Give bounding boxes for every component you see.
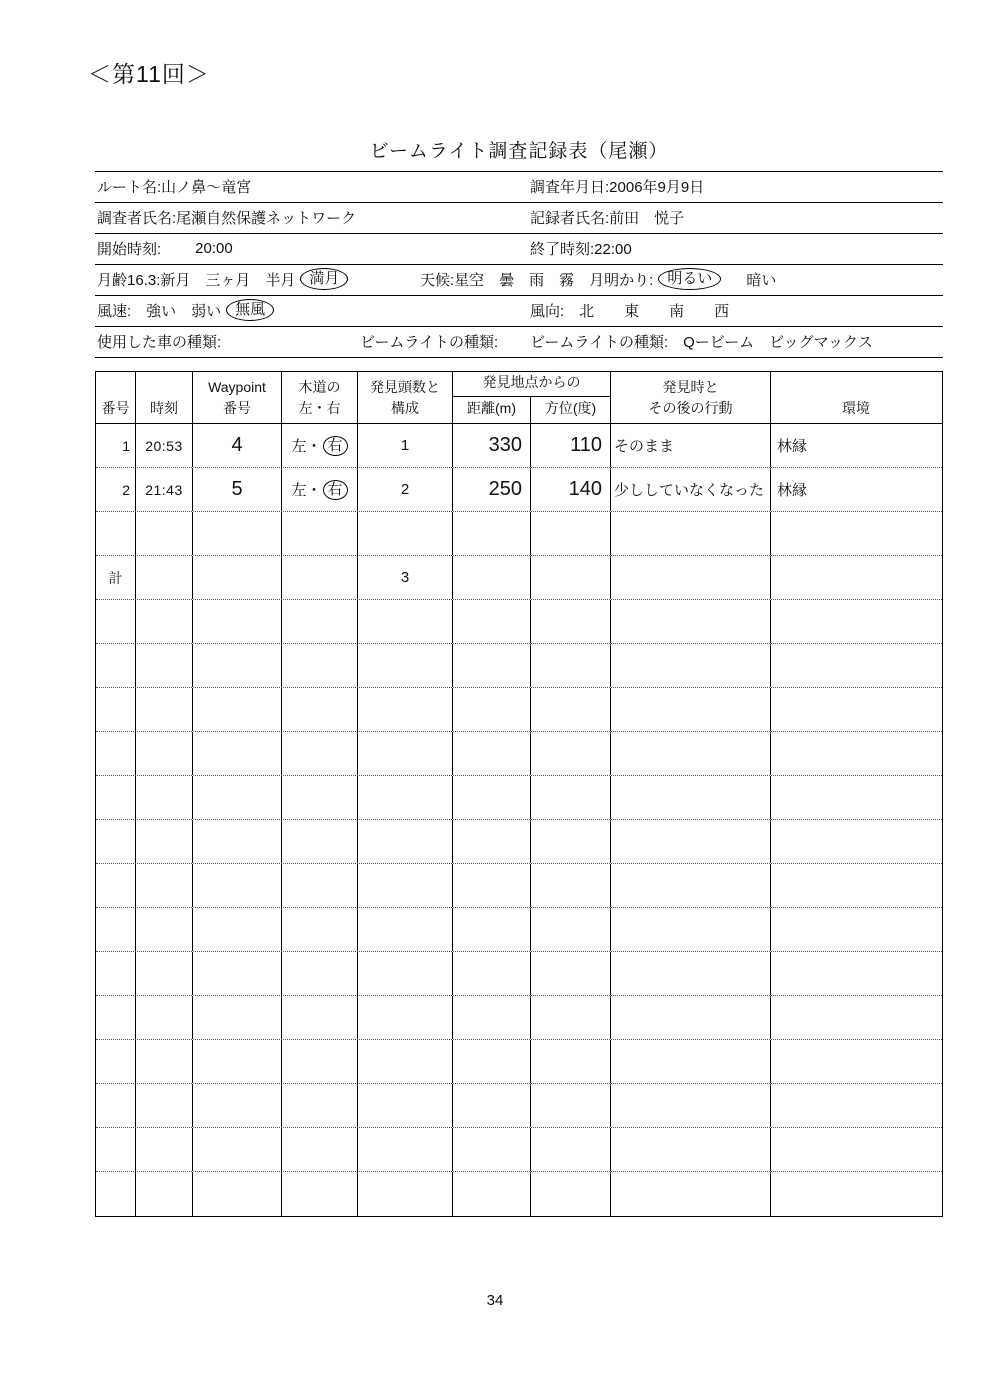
cell-time (136, 512, 193, 555)
cell-env (771, 776, 941, 819)
form-title: ビームライト調査記録表（尾瀬） (95, 136, 943, 172)
cell-behavior (611, 776, 771, 819)
table-row (96, 820, 942, 864)
circled-side-selection: 右 (323, 480, 348, 500)
cell-waypoint (193, 776, 282, 819)
cell-bearing: 140 (531, 468, 611, 511)
cell-behavior: 少ししていなくなった (611, 468, 771, 511)
cell-no (96, 820, 136, 863)
table-row (96, 732, 942, 776)
table-row (96, 864, 942, 908)
cell-distance (453, 1084, 531, 1127)
col-header-time-label: 時刻 (150, 400, 178, 416)
cell-no (96, 688, 136, 731)
cell-waypoint (193, 1040, 282, 1083)
cell-distance (453, 820, 531, 863)
cell-env: 林縁 (777, 438, 808, 455)
cell-count (358, 952, 453, 995)
cell-no: 2 (96, 468, 136, 511)
cell-waypoint (193, 1084, 282, 1127)
cell-waypoint: 4 (193, 424, 282, 467)
side-plain-text: 左・ (291, 438, 322, 455)
route-name: ルート名:山ノ鼻～竜宮 (97, 179, 252, 196)
cell-count: 2 (358, 468, 453, 511)
cell-waypoint (193, 864, 282, 907)
table-row (96, 688, 942, 732)
cell-bearing (531, 996, 611, 1039)
cell-side (282, 468, 358, 511)
col-header-from-point (453, 372, 611, 423)
col-header-waypoint (193, 372, 282, 423)
cell-count: 1 (358, 424, 453, 467)
moon-age-options (97, 268, 351, 290)
cell-time (136, 776, 193, 819)
cell-side (282, 556, 358, 599)
recorder-name: 記録者氏名:前田 悦子 (530, 210, 685, 227)
cell-distance (453, 556, 531, 599)
start-time-label: 開始時刻: (97, 241, 162, 258)
cell-env (771, 1040, 941, 1083)
cell-time (136, 1128, 193, 1171)
form-header-fields (95, 172, 943, 358)
cell-count (358, 820, 453, 863)
cell-count (358, 996, 453, 1039)
round-label: ＜第11回＞ (88, 61, 210, 87)
cell-no (96, 732, 136, 775)
table-row (96, 996, 942, 1040)
wind-speed-options (97, 299, 277, 321)
cell-time (136, 644, 193, 687)
surveyor-name: 調査者氏名:尾瀬自然保護ネットワーク (97, 210, 357, 227)
cell-bearing (531, 600, 611, 643)
cell-side (282, 512, 358, 555)
cell-time (136, 864, 193, 907)
cell-env (771, 556, 941, 599)
cell-count (358, 1128, 453, 1171)
meta-line-times (95, 234, 943, 265)
cell-no: 1 (96, 424, 136, 467)
cell-behavior (611, 996, 771, 1039)
cell-env (771, 952, 941, 995)
col-header-distance: 距離(m) (453, 397, 531, 423)
cell-count (358, 776, 453, 819)
cell-bearing (531, 776, 611, 819)
col-header-behavior-line1: 発見時と (662, 379, 719, 395)
cell-bearing (531, 952, 611, 995)
cell-distance (453, 732, 531, 775)
circled-side-selection: 右 (323, 436, 348, 456)
cell-env (771, 600, 941, 643)
page-number: 34 (486, 1292, 504, 1309)
cell-time (136, 600, 193, 643)
cell-bearing (531, 820, 611, 863)
col-header-environment-label: 環境 (842, 400, 870, 416)
cell-no (96, 1128, 136, 1171)
cell-env: 林縁 (777, 482, 808, 499)
selected-moonlight: 明るい (658, 268, 721, 290)
cell-no (96, 864, 136, 907)
cell-no (96, 776, 136, 819)
cell-bearing (531, 644, 611, 687)
cell-bearing (531, 908, 611, 951)
cell-env (771, 996, 941, 1039)
cell-distance (453, 776, 531, 819)
cell-time (136, 688, 193, 731)
cell-time (136, 820, 193, 863)
cell-distance (453, 1040, 531, 1083)
cell-behavior (611, 512, 771, 555)
moonlight-alt-option: 暗い (746, 271, 777, 289)
cell-count (358, 908, 453, 951)
cell-waypoint (193, 600, 282, 643)
cell-env (771, 1084, 941, 1127)
cell-side (282, 644, 358, 687)
cell-env (771, 820, 941, 863)
cell-waypoint (193, 644, 282, 687)
survey-date: 調査年月日:2006年9月9日 (530, 179, 705, 196)
table-row (96, 908, 942, 952)
cell-time (136, 556, 193, 599)
cell-env (771, 732, 941, 775)
cell-side (282, 1172, 358, 1216)
cell-waypoint (193, 1128, 282, 1171)
cell-bearing (531, 1128, 611, 1171)
col-header-boardwalk (282, 372, 358, 423)
cell-no (96, 512, 136, 555)
col-header-count-line2: 構成 (391, 400, 419, 416)
cell-behavior (611, 908, 771, 951)
cell-count (358, 512, 453, 555)
cell-count (358, 600, 453, 643)
cell-behavior (611, 556, 771, 599)
cell-waypoint (193, 1172, 282, 1216)
table-row (96, 1040, 942, 1084)
cell-env (771, 1172, 941, 1216)
col-header-boardwalk-line2: 左・右 (298, 400, 341, 416)
side-plain-text: 左・ (291, 482, 322, 499)
cell-env (771, 644, 941, 687)
start-time-value: 20:00 (195, 240, 233, 257)
cell-behavior (611, 600, 771, 643)
cell-count (358, 1084, 453, 1127)
meta-line-wind (95, 296, 943, 327)
cell-no (96, 1040, 136, 1083)
beamlight-type-label: ビームライトの種類: (360, 334, 499, 351)
cell-time (136, 996, 193, 1039)
beamlight-type-value: ビームライトの種類: Qービーム ビッグマックス (530, 334, 873, 351)
wind-direction-options: 風向: 北 東 南 西 (530, 303, 730, 320)
end-time: 終了時刻:22:00 (530, 241, 632, 258)
cell-no: 計 (96, 556, 136, 599)
cell-behavior (611, 1084, 771, 1127)
cell-side (282, 1084, 358, 1127)
table-row (96, 1128, 942, 1172)
cell-no (96, 908, 136, 951)
cell-side (282, 908, 358, 951)
table-row (96, 468, 942, 512)
cell-side (282, 996, 358, 1039)
col-header-bearing: 方位(度) (544, 400, 597, 416)
cell-env (771, 512, 941, 555)
cell-side (282, 776, 358, 819)
cell-side (282, 952, 358, 995)
col-header-count-line1: 発見頭数と (370, 379, 440, 395)
cell-side (282, 732, 358, 775)
cell-bearing (531, 556, 611, 599)
col-header-number-label: 番号 (101, 400, 130, 416)
cell-behavior (611, 952, 771, 995)
cell-waypoint (193, 996, 282, 1039)
cell-waypoint (193, 952, 282, 995)
meta-line-names (95, 203, 943, 234)
moon-age-label: 月齢16.3:新月 三ヶ月 半月 (97, 271, 296, 289)
cell-behavior (611, 1172, 771, 1216)
table-row (96, 776, 942, 820)
cell-env (771, 688, 941, 731)
col-header-time (136, 372, 193, 423)
cell-bearing: 110 (531, 424, 611, 467)
weather-options (420, 268, 776, 290)
cell-side (282, 688, 358, 731)
cell-time: 20:53 (136, 424, 193, 467)
cell-behavior: そのまま (611, 424, 771, 467)
cell-distance: 250 (453, 468, 531, 511)
table-row (96, 952, 942, 996)
cell-count (358, 864, 453, 907)
cell-time (136, 1084, 193, 1127)
cell-env (771, 864, 941, 907)
cell-bearing (531, 1084, 611, 1127)
cell-count (358, 1172, 453, 1216)
cell-count (358, 1040, 453, 1083)
cell-bearing (531, 1172, 611, 1216)
table-row (96, 1172, 942, 1216)
cell-no (96, 1172, 136, 1216)
table-row (96, 644, 942, 688)
cell-time: 21:43 (136, 468, 193, 511)
cell-no (96, 600, 136, 643)
cell-waypoint: 5 (193, 468, 282, 511)
cell-behavior (611, 1128, 771, 1171)
cell-behavior (611, 688, 771, 731)
start-time (97, 238, 233, 259)
cell-distance: 330 (453, 424, 531, 467)
cell-side (282, 820, 358, 863)
cell-waypoint (193, 732, 282, 775)
cell-waypoint (193, 512, 282, 555)
table-row (96, 424, 942, 468)
col-header-behavior-line2: その後の行動 (648, 400, 733, 416)
cell-distance (453, 512, 531, 555)
cell-distance (453, 600, 531, 643)
cell-waypoint (193, 908, 282, 951)
survey-table-body (96, 424, 942, 1216)
cell-bearing (531, 1040, 611, 1083)
meta-line-moon-weather (95, 265, 943, 296)
cell-count (358, 688, 453, 731)
col-header-behavior (611, 372, 771, 423)
cell-no (96, 996, 136, 1039)
cell-no (96, 952, 136, 995)
table-row (96, 512, 942, 556)
cell-behavior (611, 644, 771, 687)
table-row (96, 1084, 942, 1128)
cell-waypoint (193, 688, 282, 731)
cell-distance (453, 1172, 531, 1216)
col-header-count (358, 372, 453, 423)
cell-distance (453, 996, 531, 1039)
form-sheet (95, 136, 943, 1217)
cell-distance (453, 644, 531, 687)
cell-time (136, 1040, 193, 1083)
cell-no (96, 1084, 136, 1127)
cell-bearing (531, 732, 611, 775)
meta-line-route-date (95, 172, 943, 203)
col-header-environment (771, 372, 941, 423)
cell-no (96, 644, 136, 687)
cell-distance (453, 1128, 531, 1171)
cell-time (136, 908, 193, 951)
col-header-number (96, 372, 136, 423)
col-header-waypoint-line1: Waypoint (208, 379, 266, 395)
col-header-boardwalk-line1: 木道の (298, 379, 341, 395)
table-row (96, 600, 942, 644)
cell-count: 3 (358, 556, 453, 599)
cell-behavior (611, 864, 771, 907)
table-row (96, 556, 942, 600)
selected-wind-speed: 無風 (226, 299, 274, 321)
cell-time (136, 952, 193, 995)
cell-side (282, 864, 358, 907)
cell-distance (453, 864, 531, 907)
cell-behavior (611, 820, 771, 863)
cell-bearing (531, 688, 611, 731)
col-header-from-point-subrow (453, 397, 610, 423)
col-header-from-point-label: 発見地点からの (453, 372, 610, 397)
cell-bearing (531, 512, 611, 555)
vehicle-type-label: 使用した車の種類: (97, 334, 222, 351)
cell-count (358, 644, 453, 687)
cell-waypoint (193, 820, 282, 863)
cell-bearing (531, 864, 611, 907)
cell-side (282, 1128, 358, 1171)
cell-side (282, 600, 358, 643)
cell-behavior (611, 1040, 771, 1083)
meta-line-equipment (95, 327, 943, 358)
cell-distance (453, 908, 531, 951)
col-header-waypoint-line2: 番号 (223, 400, 251, 416)
cell-side (282, 424, 358, 467)
survey-table (95, 371, 943, 1217)
table-header-row (96, 372, 942, 424)
cell-env (771, 1128, 941, 1171)
cell-waypoint (193, 556, 282, 599)
selected-moon-phase: 満月 (300, 268, 348, 290)
cell-time (136, 1172, 193, 1216)
cell-side (282, 1040, 358, 1083)
weather-label: 天候:星空 曇 雨 霧 月明かり: (420, 271, 654, 289)
wind-speed-label: 風速: 強い 弱い (97, 302, 222, 320)
cell-behavior (611, 732, 771, 775)
cell-distance (453, 952, 531, 995)
cell-count (358, 732, 453, 775)
cell-env (771, 908, 941, 951)
cell-distance (453, 688, 531, 731)
cell-time (136, 732, 193, 775)
